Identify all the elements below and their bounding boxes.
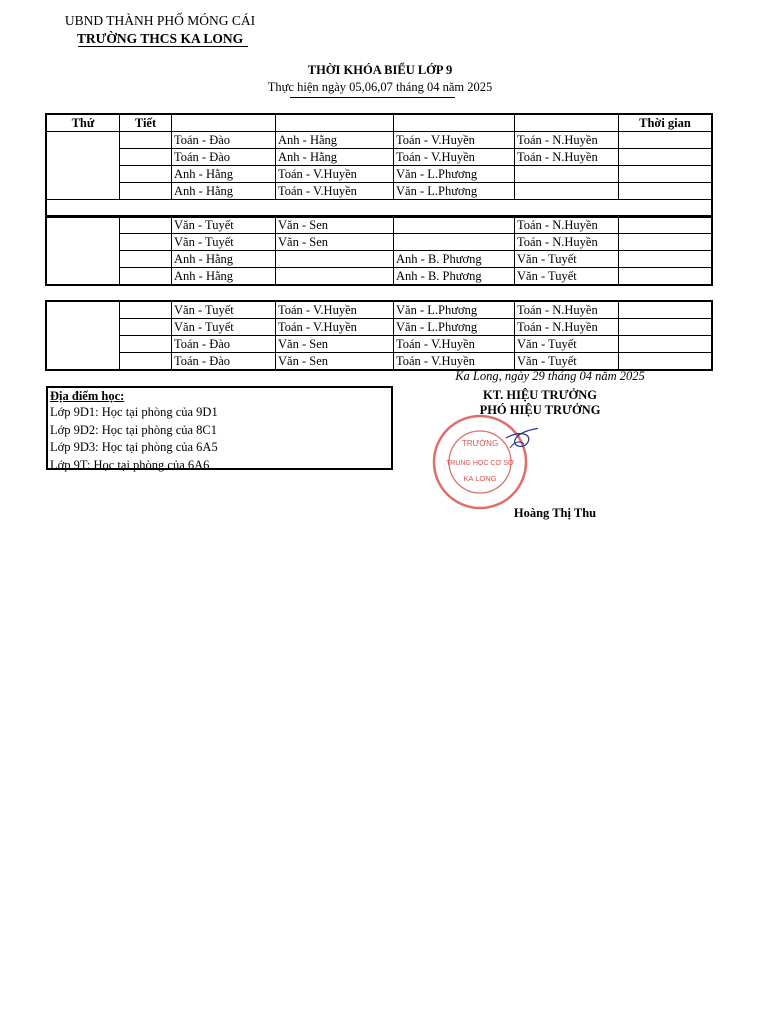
table-row: [47, 336, 712, 353]
day-cell: [47, 132, 120, 200]
signing-date: Ka Long, ngày 29 tháng 04 năm 2025: [455, 369, 645, 383]
signer-name: Hoàng Thị Thu: [513, 506, 597, 520]
lesson-cell: Anh - Hằng: [276, 132, 394, 149]
lesson-cell: [394, 234, 515, 251]
period-cell: [120, 149, 172, 166]
signatory-title: KT. HIỆU TRƯỞNG: [482, 388, 598, 402]
lesson-cell: Toán - V.Huyền: [276, 319, 394, 336]
study-locations-title: Địa điểm học:: [50, 389, 125, 403]
lesson-cell: Toán - N.Huyền: [515, 302, 619, 319]
lesson-cell: Văn - Sen: [276, 217, 394, 234]
lesson-cell: Văn - Sen: [276, 336, 394, 353]
lesson-cell: Anh - Hằng: [276, 149, 394, 166]
lesson-cell: Toán - N.Huyền: [515, 149, 619, 166]
time-cell: [619, 183, 712, 200]
authority-name: UBND THÀNH PHỐ MÓNG CÁI: [64, 13, 256, 28]
lesson-cell: Văn - Tuyết: [515, 353, 619, 370]
lesson-cell: Toán - V.Huyền: [394, 353, 515, 370]
table-row: [47, 319, 712, 336]
header-underline: [78, 46, 248, 47]
period-cell: [120, 217, 172, 234]
lesson-cell: Toán - V.Huyền: [394, 336, 515, 353]
lesson-cell: Anh - Hằng: [172, 251, 276, 268]
lesson-cell: Anh - Hằng: [172, 183, 276, 200]
lesson-cell: Văn - Tuyết: [172, 319, 276, 336]
lesson-cell: Toán - V.Huyền: [276, 183, 394, 200]
lesson-cell: Văn - Tuyết: [172, 217, 276, 234]
lesson-cell: Văn - Tuyết: [515, 336, 619, 353]
lesson-cell: [515, 183, 619, 200]
signatory-position: PHÓ HIỆU TRƯỞNG: [479, 403, 601, 417]
lesson-cell: [394, 217, 515, 234]
lesson-cell: Toán - N.Huyền: [515, 319, 619, 336]
stamp-line-1: TRƯỜNG: [461, 439, 499, 448]
period-cell: [120, 183, 172, 200]
table-row: [47, 234, 712, 251]
time-cell: [619, 319, 712, 336]
col-header-time: Thời gian: [619, 115, 712, 132]
lesson-cell: Văn - Tuyết: [172, 234, 276, 251]
official-stamp: [428, 412, 538, 512]
lesson-cell: Toán - V.Huyền: [394, 149, 515, 166]
period-cell: [120, 268, 172, 285]
period-cell: [120, 336, 172, 353]
lesson-cell: Văn - Tuyết: [515, 251, 619, 268]
period-cell: [120, 302, 172, 319]
table-row: [47, 183, 712, 200]
table-row: [47, 132, 712, 149]
period-cell: [120, 353, 172, 370]
lesson-cell: Toán - V.Huyền: [394, 132, 515, 149]
location-item: Lớp 9D3: Học tại phòng của 6A5: [50, 440, 218, 454]
col-header-class-1: [172, 115, 276, 132]
table-row: [47, 149, 712, 166]
lesson-cell: [515, 166, 619, 183]
page-title: THỜI KHÓA BIỂU LỚP 9: [307, 63, 453, 77]
subtitle-underline: [290, 97, 455, 98]
time-cell: [619, 268, 712, 285]
time-cell: [619, 217, 712, 234]
lesson-cell: Anh - B. Phương: [394, 268, 515, 285]
lesson-cell: Văn - Tuyết: [515, 268, 619, 285]
lesson-cell: Anh - Hằng: [172, 166, 276, 183]
period-cell: [120, 234, 172, 251]
location-item: Lớp 9T: Học tại phòng của 6A6: [50, 457, 210, 472]
study-locations-box: [46, 386, 393, 470]
col-header-day: Thứ: [47, 115, 120, 132]
lesson-cell: [276, 251, 394, 268]
document-header: [60, 12, 260, 48]
col-header-period: Tiết: [120, 115, 172, 132]
time-cell: [619, 353, 712, 370]
time-cell: [619, 234, 712, 251]
lesson-cell: Toán - Đào: [172, 353, 276, 370]
timetable-block-1: [46, 114, 712, 217]
time-cell: [619, 132, 712, 149]
time-cell: [619, 149, 712, 166]
lesson-cell: Văn - L.Phương: [394, 319, 515, 336]
period-cell: [120, 251, 172, 268]
page-subtitle: Thực hiện ngày 05,06,07 tháng 04 năm 2025: [267, 80, 493, 94]
lesson-cell: Toán - Đào: [172, 132, 276, 149]
time-cell: [619, 166, 712, 183]
lesson-cell: Văn - Tuyết: [172, 302, 276, 319]
timetable-block-2: [46, 216, 712, 285]
location-item: Lớp 9D2: Học tại phòng của 8C1: [50, 422, 217, 437]
table-row: [47, 353, 712, 370]
lesson-cell: Văn - Sen: [276, 234, 394, 251]
col-header-class-2: [276, 115, 394, 132]
table-row: [47, 251, 712, 268]
lesson-cell: Toán - N.Huyền: [515, 217, 619, 234]
table-gap-row: [47, 200, 712, 217]
period-cell: [120, 132, 172, 149]
period-cell: [120, 319, 172, 336]
table-row: [47, 166, 712, 183]
day-cell: [47, 302, 120, 370]
table-header-row: [47, 115, 712, 132]
lesson-cell: Toán - N.Huyền: [515, 234, 619, 251]
timetable-block-3: [46, 301, 712, 370]
col-header-class-3: [394, 115, 515, 132]
time-cell: [619, 302, 712, 319]
lesson-cell: Anh - Hằng: [172, 268, 276, 285]
lesson-cell: Toán - V.Huyền: [276, 302, 394, 319]
table-row: [47, 217, 712, 234]
lesson-cell: Toán - N.Huyền: [515, 132, 619, 149]
table-row: [47, 268, 712, 285]
col-header-class-4: [515, 115, 619, 132]
table-row: [47, 302, 712, 319]
time-cell: [619, 251, 712, 268]
lesson-cell: Toán - Đào: [172, 149, 276, 166]
stamp-line-3: KA LONG: [463, 474, 497, 483]
school-name: TRƯỜNG THCS KA LONG: [76, 31, 244, 46]
day-cell: [47, 217, 120, 285]
lesson-cell: Văn - L.Phương: [394, 302, 515, 319]
lesson-cell: Văn - Sen: [276, 353, 394, 370]
time-cell: [619, 336, 712, 353]
stamp-line-2: TRUNG HỌC CƠ SỞ: [445, 460, 515, 467]
lesson-cell: Anh - B. Phương: [394, 251, 515, 268]
lesson-cell: [276, 268, 394, 285]
location-item: Lớp 9D1: Học tại phòng của 9D1: [50, 405, 218, 419]
lesson-cell: Văn - L.Phương: [394, 166, 515, 183]
gap-cell: [47, 200, 712, 217]
lesson-cell: Toán - Đào: [172, 336, 276, 353]
lesson-cell: Văn - L.Phương: [394, 183, 515, 200]
period-cell: [120, 166, 172, 183]
lesson-cell: Toán - V.Huyền: [276, 166, 394, 183]
